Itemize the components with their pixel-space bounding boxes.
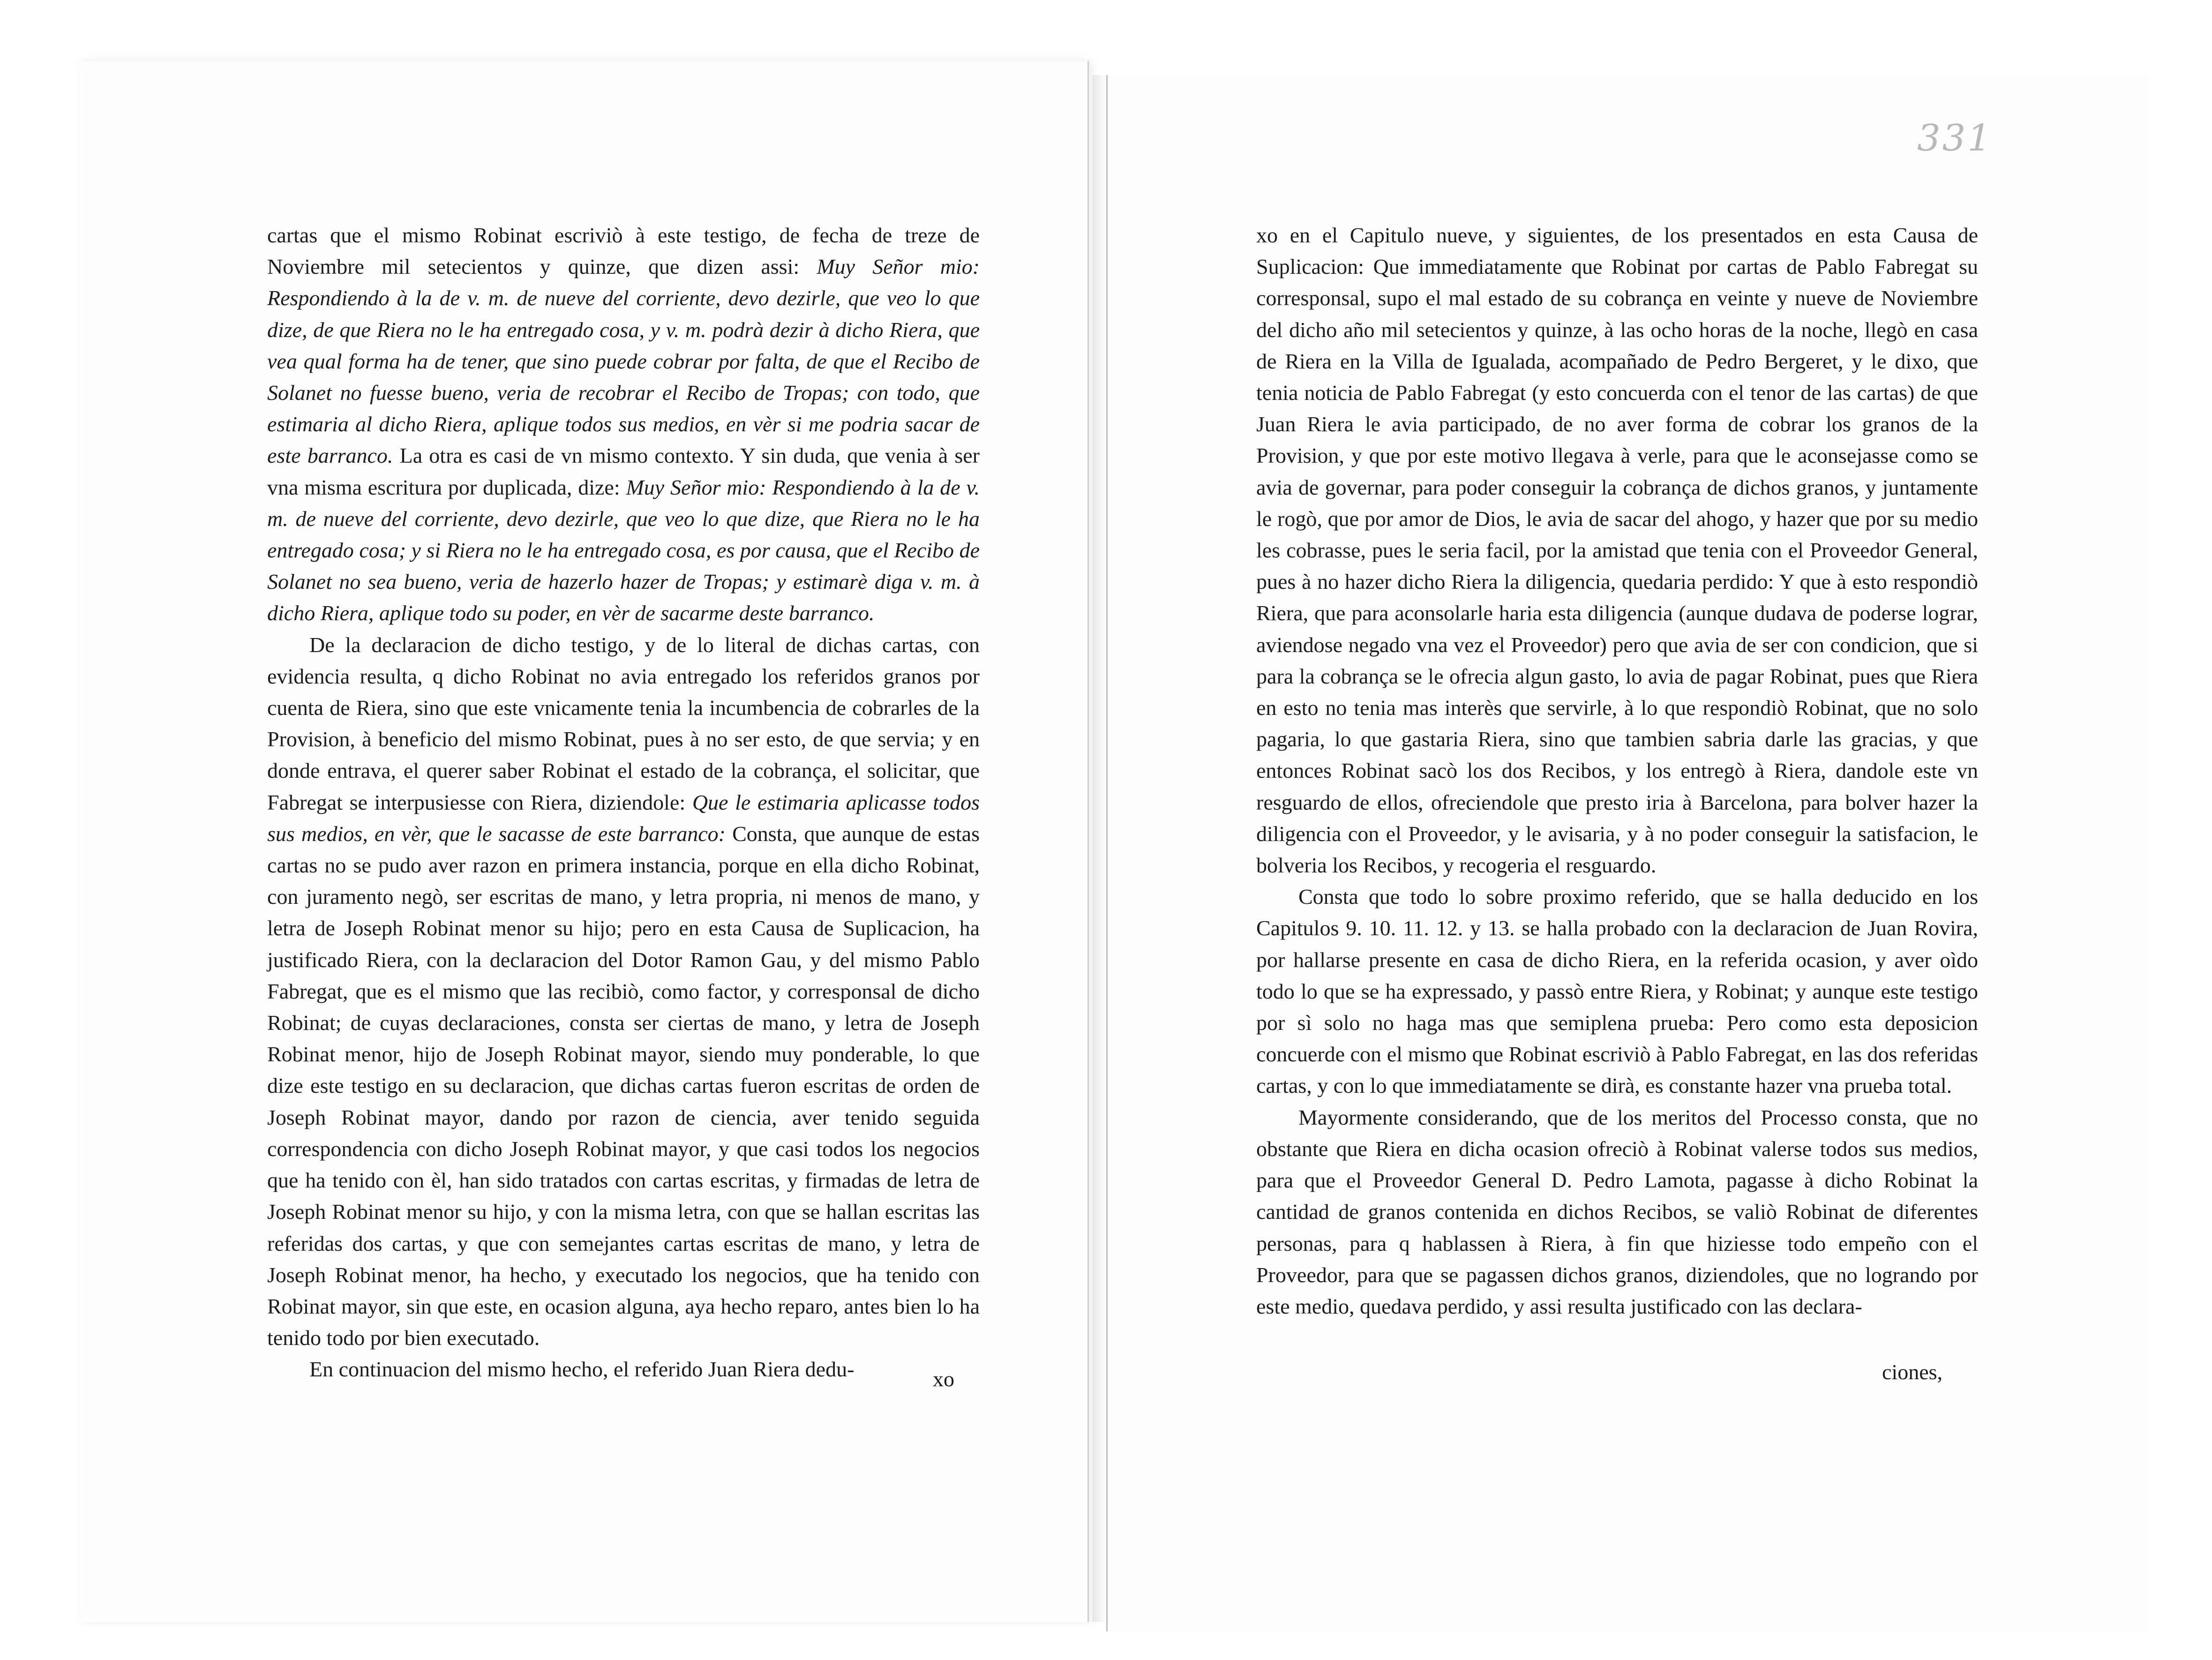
quoted-phrase: Que le estimaria aplicasse todos sus medios, en vèr, que le sacasse de este barranco: <box>267 790 980 846</box>
right-paragraph-1 <box>1256 219 1978 881</box>
folio-number: 331 <box>1917 117 1993 159</box>
text-run: Consta, que aunque de estas cartas no se pudo aver razon en primera instancia, porque en ella dicho Robinat, con juramento negò, ser escritas de mano, y letra propria, ni menos de mano, y letra de Joseph Robinat menor su hijo; pero en esta Causa de Suplicacion, ha justificado Riera, con la declaracion del Dotor Ramon Gau, y del mismo Pablo Fabregat, que es el mismo que las recibiò, como factor, y corresponsal de dicho Robinat; de cuyas declaraciones, consta ser ciertas de mano, y letra de Joseph Robinat menor, hijo de Joseph Robinat mayor, siendo muy ponderable, lo que dize este testigo en su declaracion, que dichas cartas fueron escritas de orden de Joseph Robinat mayor, dando por razon de ciencia, aver tenido seguida correspondencia con dicho Joseph Robinat mayor, y que casi todos los negocios que ha tenido con èl, han sido tratados con cartas escritas, y firmadas de letra de Joseph Robinat menor su hijo, y con la misma letra, con que se hallan escritas las referidas dos cartas, y que con semejantes cartas escritas de mano, y letra de Joseph Robinat menor, ha hecho, y executado los negocios, que ha tenido con Robinat mayor, sin que este, en ocasion alguna, aya hecho reparo, antes bien lo ha tenido todo por bien executado. <box>267 821 980 1350</box>
quoted-letter-1: Muy Señor mio: Respondiendo à la de v. m. de nueve del corriente, devo dezirle, que veo lo que dize, de que Riera no le ha entregado cosa, y v. m. podrà dezir à dicho Riera, que vea qual forma ha de tener, que sino puede cobrar por falta, de que el Recibo de Solanet no fuesse bueno, veria de recobrar el Recibo de Tropas; con todo, que estimaria al dicho Riera, aplique todos sus medios, en vèr si me podria sacar de este barranco. <box>267 255 980 468</box>
right-catchword: ciones, <box>1882 1360 1943 1384</box>
right-paragraph-3 <box>1256 1102 1978 1322</box>
text-run: La otra es casi de vn mismo contexto. Y sin duda, que venia à ser vna misma escritura por duplicada, dize: <box>267 443 980 499</box>
text-run: De la declaracion de dicho testigo, y de lo literal de dichas cartas, con evidencia resulta, q dicho Robinat no avia entregado los referidos granos por cuenta de Riera, sino que este vnicamente tenia la incumbencia de cobrarles de la Provision, à beneficio del mismo Robinat, pues à no ser esto, de que servia; y en donde entrava, el querer saber Robinat el estado de la cobrança, el solicitar, que Fabregat se interpusiesse con Riera, diziendole: <box>267 632 980 814</box>
left-paragraph-3 <box>267 1353 980 1385</box>
text-run: cartas que el mismo Robinat escriviò à este testigo, de fecha de treze de Noviembre mil setecientos y quinze, que dizen assi: <box>267 223 980 279</box>
text-run: Mayormente considerando, que de los meritos del Processo consta, que no obstante que Riera en dicha ocasion ofreciò à Robinat valerse todos sus medios, para que el Proveedor General D. Pedro Lamota, pagasse à dicho Robinat la cantidad de granos contenida en dichos Recibos, se valiò Robinat de diferentes personas, para q hablassen à Riera, à fin que hiziesse todo empeño con el Proveedor, para que se pagassen dichos granos, diziendoles, que no logrando por este medio, quedava perdido, y assi resulta justificado con las declara- <box>1256 1105 1978 1318</box>
right-page-text <box>1256 219 1978 1322</box>
text-run: Consta que todo lo sobre proximo referido, que se halla deducido en los Capitulos 9. 10. 11. 12. y 13. se halla probado con la declaracion de Juan Rovira, por hallarse presente en casa de dicho Riera, en la referida ocasion, y aver oìdo todo lo que se ha expressado, y passò entre Riera, y Robinat; y aunque este testigo por sì solo no haga mas que semiplena prueba: Pero como esta deposicion concuerde con el mismo que Robinat escriviò à Pablo Fabregat, en las dos referidas cartas, y con lo que immediatamente se dirà, es constante hazer vna prueba total. <box>1256 885 1978 1098</box>
text-run: xo en el Capitulo nueve, y siguientes, de los presentados en esta Causa de Suplicacion: Que immediatamente que Robinat por cartas de Pablo Fabregat su corresponsal, supo el mal estado de su cobrança en veinte y nueve de Noviembre del dicho año mil setecientos y quinze, à las ocho horas de la noche, llegò en casa de Riera en la Villa de Igualada, acompañado de Pedro Bergeret, y le dixo, que tenia noticia de Pablo Fabregat (y esto concuerda con el tenor de las cartas) de que Juan Riera le avia participado, de no aver forma de cobrar los granos de la Provision, y que por este motivo llegava à verle, para que le aconsejasse como se avia de governar, para poder conseguir la cobrança de dichos granos, y juntamente le rogò, que por amor de Dios, le avia de sacar del ahogo, y hazer que por su medio les cobrasse, pues le seria facil, por la amistad que tenia con el Proveedor General, pues à no hazer dicho Riera la diligencia, quedaria perdido: Y que à esto respondiò Riera, que para aconsolarle haria esta diligencia (aunque dudava de poderse lograr, aviendose negado vna vez el Proveedor) pero que avia de ser con condicion, que si para la cobrança se le ofrecia algun gasto, lo avia de pagar Robinat, pues que Riera en esto no tenia mas interès que servirle, à lo que respondiò Robinat, que no solo pagaria, lo que gastaria Riera, sino que tambien sabria darle las gracias, y que entonces Robinat sacò los dos Recibos, y los entregò à Riera, dandole este vn resguardo de ellos, ofreciendole que presto iria à Barcelona, para bolver hazer la diligencia con el Proveedor, y le avisaria, y à no poder conseguir la satisfacion, le bolveria los Recibos, y recogeria el resguardo. <box>1256 223 1978 878</box>
right-paragraph-2 <box>1256 881 1978 1101</box>
book-gutter <box>1092 75 1106 1622</box>
left-paragraph-2 <box>267 629 980 1354</box>
quoted-letter-2: Muy Señor mio: Respondiendo à la de v. m. de nueve del corriente, devo dezirle, que veo lo que dize, que Riera no le ha entregado cosa; y si Riera no le ha entregado cosa, es por causa, que el Recibo de Solanet no sea bueno, veria de hazerlo hazer de Tropas; y estimarè diga v. m. à dicho Riera, aplique todo su poder, en vèr de sacarme deste barranco. <box>267 475 980 625</box>
left-paragraph-1 <box>267 219 980 629</box>
left-page-text <box>267 219 980 1385</box>
text-run: En continuacion del mismo hecho, el referido Juan Riera dedu- <box>309 1357 855 1382</box>
left-catchword: xo <box>933 1367 954 1391</box>
